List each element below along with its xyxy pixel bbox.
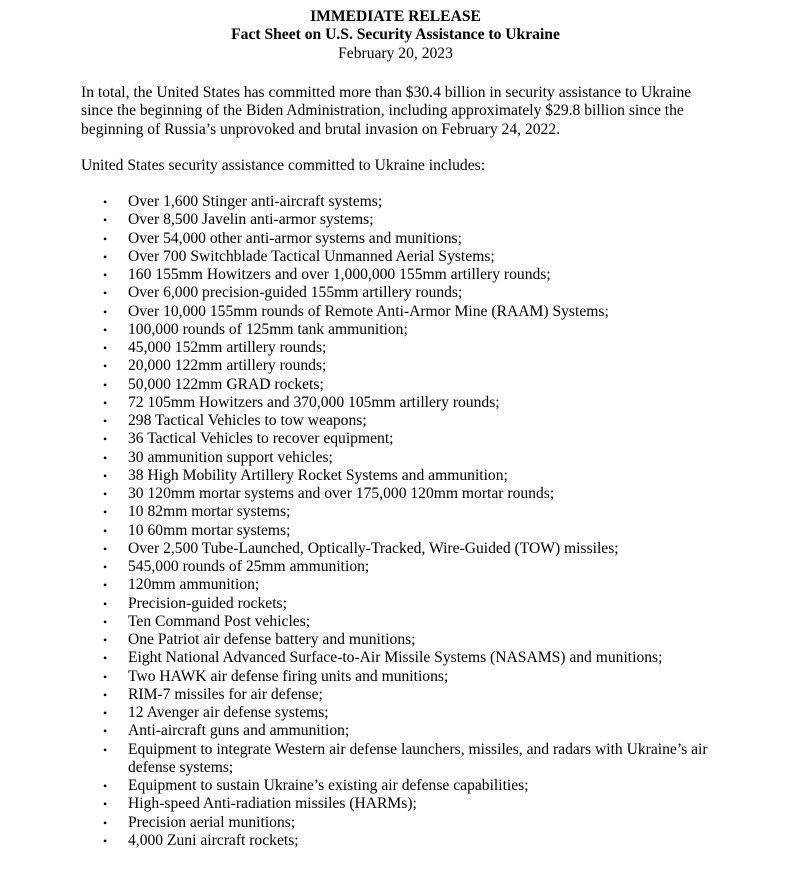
bullet-icon: •	[103, 523, 108, 538]
list-item-text: Precision aerial munitions;	[128, 813, 296, 831]
list-item-text: 45,000 152mm artillery rounds;	[128, 339, 327, 356]
bullet-icon: •	[103, 322, 108, 337]
bullet-icon: •	[103, 432, 108, 447]
bullet-icon: •	[103, 213, 108, 228]
bullet-icon: •	[103, 687, 108, 702]
list-item-text: RIM-7 missiles for air defense;	[128, 685, 323, 703]
list-item-text: 120mm ammunition;	[128, 576, 260, 594]
bullet-icon: •	[103, 468, 108, 483]
list-item-text: 298 Tactical Vehicles to tow weapons;	[128, 412, 367, 429]
list-item	[81, 668, 721, 686]
bullet-icon: •	[103, 414, 108, 428]
bullet-icon: •	[103, 633, 108, 647]
list-item	[81, 321, 721, 339]
bullet-icon: •	[103, 450, 108, 465]
bullet-icon: •	[103, 541, 108, 556]
list-item	[81, 303, 721, 321]
bullet-icon: •	[103, 268, 108, 282]
list-item-text: 10 60mm mortar systems;	[128, 521, 291, 539]
list-item	[81, 832, 721, 850]
bullet-icon: •	[103, 249, 108, 264]
list-item	[81, 777, 721, 795]
list-item	[81, 576, 721, 594]
list-item	[81, 686, 721, 704]
bullet-icon: •	[103, 614, 108, 629]
document-date: February 20, 2023	[338, 44, 453, 62]
list-item	[81, 814, 721, 832]
list-item-text: 160 155mm Howitzers and over 1,000,000 155mm artillery rounds;	[128, 266, 551, 283]
bullet-icon: •	[103, 195, 108, 209]
list-item	[81, 449, 721, 467]
intro-paragraph: In total, the United States has committed more than $30.4 billion in security assistance to Ukraine since the beginning of the Biden Administration, including approximately $29.8 billion since the beginning of Russia’s unprovoked and brutal invasion on February 24, 2022.	[81, 84, 692, 138]
list-item-text: 30 120mm mortar systems and over 175,000 120mm mortar rounds;	[128, 485, 555, 502]
bullet-icon: •	[103, 797, 108, 812]
list-item	[81, 266, 721, 284]
list-item	[81, 649, 721, 667]
list-item	[81, 412, 721, 430]
bullet-icon: •	[103, 833, 108, 848]
list-item-text: 10 82mm mortar systems;	[128, 503, 291, 521]
list-item	[81, 722, 721, 740]
list-item-text: Precision-guided rockets;	[128, 594, 287, 612]
bullet-icon: •	[103, 341, 108, 355]
list-item-text: Over 700 Switchblade Tactical Unmanned Aerial Systems;	[128, 247, 495, 265]
list-item	[81, 430, 721, 448]
list-item-text: Ten Command Post vehicles;	[128, 612, 311, 630]
bullet-icon: •	[103, 560, 108, 574]
lead-paragraph: United States security assistance committed to Ukraine includes:	[81, 157, 486, 174]
list-item-text: 38 High Mobility Artillery Rocket Systems and ammunition;	[128, 466, 508, 484]
list-item-text: High-speed Anti-radiation missiles (HARMs);	[128, 795, 417, 813]
list-item-text: Over 6,000 precision-guided 155mm artillery rounds;	[128, 284, 463, 302]
list-item-text: Over 54,000 other anti-armor systems and munitions;	[128, 229, 462, 247]
list-item-text: 4,000 Zuni aircraft rockets;	[128, 831, 299, 849]
list-item-text: Two HAWK air defense firing units and munitions;	[128, 667, 449, 685]
list-item-text: Over 2,500 Tube-Launched, Optically-Tracked, Wire-Guided (TOW) missiles;	[128, 539, 619, 557]
list-item-text: Equipment to sustain Ukraine’s existing air defense capabilities;	[128, 777, 529, 794]
document-header	[0, 8, 791, 63]
bullet-icon: •	[103, 706, 108, 720]
bullet-icon: •	[103, 742, 108, 757]
list-item	[81, 193, 721, 211]
bullet-icon: •	[103, 596, 108, 611]
bullet-icon: •	[103, 487, 108, 501]
list-item-text: 12 Avenger air defense systems;	[128, 704, 329, 721]
list-item-text: Over 8,500 Javelin anti-armor systems;	[128, 211, 374, 229]
list-item-text: 20,000 122mm artillery rounds;	[128, 357, 327, 375]
list-item-text: 30 ammunition support vehicles;	[128, 448, 333, 466]
list-item-text: Eight National Advanced Surface-to-Air Missile Systems (NASAMS) and munitions;	[128, 649, 663, 667]
list-item	[81, 394, 721, 412]
list-item	[81, 795, 721, 813]
list-item	[81, 503, 721, 521]
list-item-text: 36 Tactical Vehicles to recover equipment;	[128, 430, 394, 448]
list-item-text: 545,000 rounds of 25mm ammunition;	[128, 558, 370, 575]
list-item	[81, 631, 721, 649]
list-item	[81, 522, 721, 540]
bullet-icon: •	[103, 395, 108, 410]
bullet-icon: •	[103, 304, 108, 319]
list-item-text: 72 105mm Howitzers and 370,000 105mm artillery rounds;	[128, 393, 500, 411]
bullet-icon: •	[103, 231, 108, 246]
bullet-icon: •	[103, 377, 108, 392]
list-item-text: 50,000 122mm GRAD rockets;	[128, 375, 324, 393]
bullet-icon: •	[103, 359, 108, 374]
list-item-text: Equipment to integrate Western air defense launchers, missiles, and radars with Ukraine’s air defense systems;	[128, 740, 708, 776]
list-item	[81, 741, 721, 778]
list-item	[81, 376, 721, 394]
bullet-icon: •	[103, 724, 108, 739]
bullet-icon: •	[103, 578, 108, 593]
list-item	[81, 211, 721, 229]
list-item-text: 100,000 rounds of 125mm tank ammunition;	[128, 320, 408, 338]
bullet-icon: •	[103, 815, 108, 830]
assistance-list	[81, 193, 721, 850]
list-item	[81, 613, 721, 631]
list-item-text: Over 1,600 Stinger anti-aircraft systems;	[128, 193, 383, 210]
list-item	[81, 558, 721, 576]
list-item	[81, 357, 721, 375]
list-item	[81, 595, 721, 613]
list-item-text: One Patriot air defense battery and munitions;	[128, 631, 416, 648]
bullet-icon: •	[103, 669, 108, 684]
bullet-icon: •	[103, 286, 108, 301]
list-item-text: Anti-aircraft guns and ammunition;	[128, 722, 350, 740]
list-item	[81, 339, 721, 357]
list-item	[81, 485, 721, 503]
release-label: IMMEDIATE RELEASE	[310, 8, 481, 25]
bullet-icon: •	[103, 779, 108, 793]
list-item	[81, 467, 721, 485]
list-item	[81, 704, 721, 722]
bullet-icon: •	[103, 505, 108, 520]
list-item-text: Over 10,000 155mm rounds of Remote Anti-Armor Mine (RAAM) Systems;	[128, 302, 609, 320]
list-item	[81, 284, 721, 302]
bullet-icon: •	[103, 651, 108, 666]
list-item	[81, 230, 721, 248]
document-title: Fact Sheet on U.S. Security Assistance to Ukraine	[231, 26, 560, 44]
list-item	[81, 540, 721, 558]
list-item	[81, 248, 721, 266]
